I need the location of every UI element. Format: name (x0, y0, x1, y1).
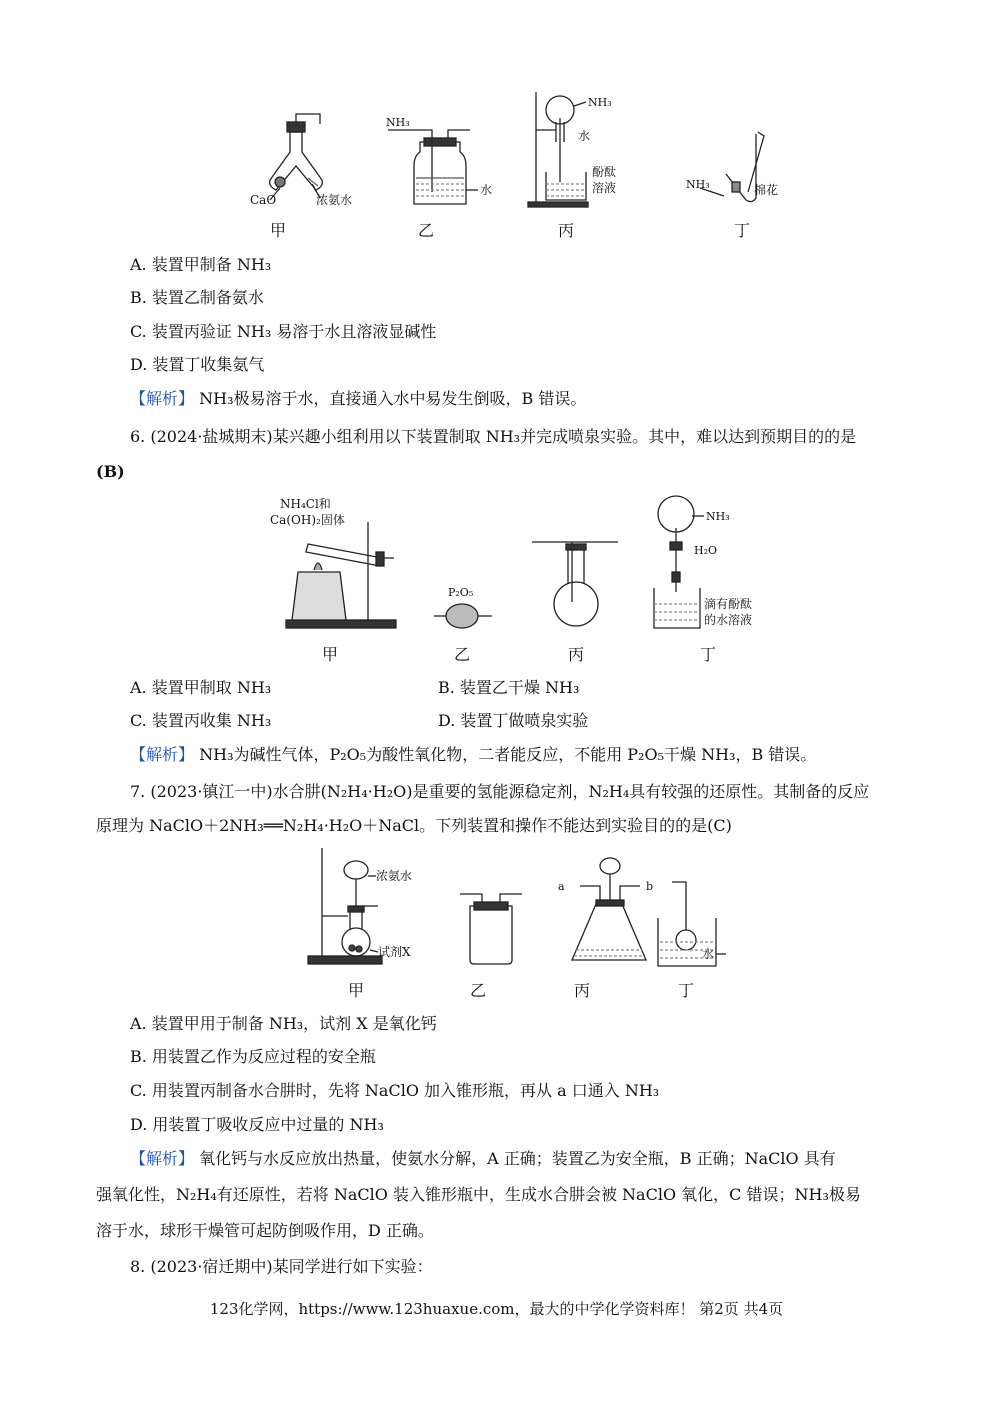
q7-label-a: a (558, 880, 565, 893)
page-footer: 123化学网，https://www.123huaxue.com，最大的中学化学资料库！ 第2页 共4页 (209, 1300, 784, 1318)
q5-fig-label-yi: 乙 (417, 221, 434, 240)
q7-fig-label-jia: 甲 (347, 981, 364, 1000)
q6-analysis (130, 744, 816, 766)
q6-fig-label-ding: 丁 (699, 645, 716, 664)
q6-label-h2o: H₂O (694, 544, 718, 557)
q5-analysis-text: NH₃极易溶于水，直接通入水中易发生倒吸，B 错误。 (199, 389, 587, 408)
q7-stem-line2: 原理为 NaClO＋2NH₃══N₂H₄·H₂O＋NaCl。下列装置和操作不能达到实验目的的是(C) (96, 816, 732, 835)
q5-label-solution: 溶液 (592, 181, 617, 195)
q7-label-conc-ammonia: 浓氨水 (376, 869, 413, 883)
q7-fig-label-ding: 丁 (677, 981, 694, 1000)
q7-label-b: b (646, 880, 654, 893)
q7-stem-line1: 7. (2023·镇江一中)水合肼(N₂H₄·H₂O)是重要的氢能源稳定剂，N₂H₄具有较强的还原性。其制备的反应 (130, 782, 870, 801)
q6-option-d: D. 装置丁做喷泉实验 (438, 711, 589, 730)
q5-label-conc-ammonia: 浓氨水 (316, 193, 353, 207)
q5-analysis (130, 388, 586, 410)
q5-label-nh3-bing: NH₃ (588, 96, 612, 109)
q5-label-cao: CaO (250, 193, 277, 207)
q6-option-b: B. 装置乙干燥 NH₃ (438, 678, 580, 697)
q5-label-phenolphthalein: 酚酞 (592, 165, 617, 179)
q5-option-c: C. 装置丙验证 NH₃ 易溶于水且溶液显碱性 (130, 322, 437, 341)
q5-fig-label-ding: 丁 (733, 221, 750, 240)
q7-label-water: 水 (702, 947, 715, 961)
q5-option-a: A. 装置甲制备 NH₃ (130, 255, 272, 274)
q5-label-water-yi: 水 (480, 183, 493, 197)
q5-analysis-tag: 【解析】 (130, 389, 195, 408)
q5-option-d: D. 装置丁收集氨气 (130, 355, 265, 374)
q6-stem-line1: 6. (2024·盐城期末)某兴趣小组利用以下装置制取 NH₃并完成喷泉实验。其中，难以达到预期目的的是 (130, 427, 857, 446)
q7-option-b: B. 用装置乙作为反应过程的安全瓶 (130, 1047, 376, 1066)
q7-fig-label-bing: 丙 (573, 981, 590, 1000)
q7-option-d: D. 用装置丁吸收反应中过量的 NH₃ (130, 1115, 384, 1134)
q7-label-reagent-x: 试剂X (378, 945, 411, 959)
q7-analysis-line1 (130, 1148, 836, 1170)
q7-fig-label-yi: 乙 (469, 981, 486, 1000)
q7-apparatus-figure (300, 846, 730, 974)
q6-label-phenol2: 的水溶液 (704, 613, 753, 627)
q6-label-reagent2: Ca(OH)₂固体 (270, 513, 345, 527)
q6-fig-label-bing: 丙 (567, 645, 584, 664)
q6-apparatus-figure (270, 492, 790, 638)
q7-analysis-line2: 强氧化性，N₂H₄有还原性，若将 NaClO 装入锥形瓶中，生成水合肼会被 NaClO 氧化，C 错误；NH₃极易 (96, 1185, 861, 1204)
q6-analysis-text: NH₃为碱性气体，P₂O₅为酸性氧化物，二者能反应，不能用 P₂O₅干燥 NH₃，B 错误。 (199, 745, 817, 764)
q7-analysis-line3: 溶于水，球形干燥管可起防倒吸作用，D 正确。 (96, 1221, 434, 1240)
q6-label-reagent1: NH₄Cl和 (280, 497, 331, 511)
q7-analysis-tag: 【解析】 (130, 1149, 195, 1168)
q6-label-p2o5: P₂O₅ (448, 586, 474, 599)
q7-option-a: A. 装置甲用于制备 NH₃，试剂 X 是氧化钙 (130, 1014, 437, 1033)
q7-analysis-text-1: 氧化钙与水反应放出热量，使氨水分解，A 正确；装置乙为安全瓶，B 正确；NaClO 具有 (199, 1149, 836, 1168)
q5-label-nh3-ding: NH₃ (686, 178, 710, 191)
q6-answer: (B) (96, 462, 125, 481)
q6-fig-label-jia: 甲 (321, 645, 338, 664)
q6-option-c: C. 装置丙收集 NH₃ (130, 711, 272, 730)
q5-label-cotton: 棉花 (754, 183, 779, 197)
q5-fig-label-jia: 甲 (269, 221, 286, 240)
q5-option-b: B. 装置乙制备氨水 (130, 288, 264, 307)
q6-analysis-tag: 【解析】 (130, 745, 195, 764)
q5-apparatus-figure (240, 92, 800, 217)
q6-label-phenol1: 滴有酚酞 (704, 597, 753, 611)
q8-stem: 8. (2023·宿迁期中)某同学进行如下实验： (130, 1257, 433, 1276)
q7-option-c: C. 用装置丙制备水合肼时，先将 NaClO 加入锥形瓶，再从 a 口通入 NH₃ (130, 1081, 660, 1100)
q5-label-nh3-yi: NH₃ (386, 116, 410, 129)
q5-fig-label-bing: 丙 (557, 221, 574, 240)
q6-option-a: A. 装置甲制取 NH₃ (130, 678, 272, 697)
q6-label-nh3: NH₃ (706, 510, 730, 523)
q6-fig-label-yi: 乙 (453, 645, 470, 664)
q5-label-water-bing: 水 (578, 129, 591, 143)
